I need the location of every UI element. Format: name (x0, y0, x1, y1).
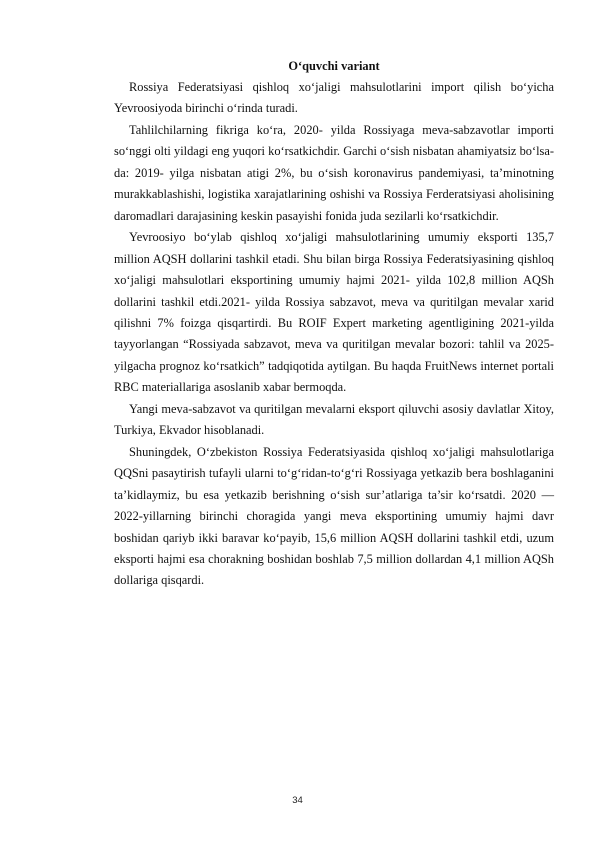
paragraph-main-exporters: Yangi meva-sabzavot va quritilgan mevalarni eksport qiluvchi asosiy davlatlar Xitoy, Turkiya, Ekvador hisoblanadi. (114, 401, 554, 438)
paragraph-analysts-view: Tahlilchilarning fikriga ko‘ra, 2020- yilda Rossiyaga meva-sabzavotlar importi so‘nggi olti yildagi eng yuqori ko‘rsatkichdir. Garchi o‘sish nisbatan ahamiyatsiz bo‘lsa-da: 2019- yilga nisbatan atigi 2%, bu o‘sish koronavirus pandemiyasi, ta’minotning murakkablashishi, logistika xarajatlarining oshishi va Rossiya Ferderatsiyasi aholisining daromadlari darajasining keskin pasayishi fonida juda sezilarli ko‘rsatkichdir. (114, 122, 554, 223)
paragraph-eurasia-exports: Yevroosiyo bo‘ylab qishloq xo‘jaligi mahsulotlarining umumiy eksporti 135,7 million AQSH dollarini tashkil etadi. Shu bilan birga Rossiya Federatsiyasining qishloq xo‘jaligi mahsulotlari eksportining umumiy hajmi 2021- yilda 102,8 million AQSh dollarini tashkil etdi.2021- yilda Rossiya sabzavot, meva va quritilgan mevalar xarid qilishni 7% foizga qisqartirdi. Bu ROIF Expert marketing agentligining 2021-yilda tayyorlangan “Rossiyada sabzavot, meva va quritilgan mevalar bozori: tahlil va 2025- yilgacha prognoz ko‘rsatkich” tadqiqotida aytilgan. Bu haqda FruitNews internet portali RBC materiallariga asoslanib xabar bermoqda. (114, 230, 554, 395)
body-text (114, 77, 554, 592)
page-title: O‘quvchi variant (288, 59, 380, 73)
paragraph-import-rank: Rossiya Federatsiyasi qishloq xo‘jaligi mahsulotlarini import qilish bo‘yicha Yevroosiyoda birinchi o‘rinda turadi. (114, 80, 554, 116)
paragraph-uzbekistan-exports: Shuningdek, O‘zbekiston Rossiya Federatsiyasida qishloq xo‘jaligi mahsulotlariga QQSni pasaytirish tufayli ularni to‘g‘ridan-to‘g‘ri Rossiyaga yetkazib bera boshlaganini ta’kidlaymiz, bu esa yetkazib berishning o‘sish sur’atlariga ta’sir ko‘rsatdi. 2020 — 2022-yillarning birinchi choragida yangi meva eksportining umumiy hajmi davr boshidan qariyb ikki baravar ko‘payib, 15,6 million AQSH dollarini tashkil etdi, uzum eksporti hajmi esa chorakning boshidan boshlab 7,5 million dollardan 4,1 million AQSh dollariga qisqardi. (114, 444, 554, 588)
page-number: 34 (292, 795, 303, 806)
